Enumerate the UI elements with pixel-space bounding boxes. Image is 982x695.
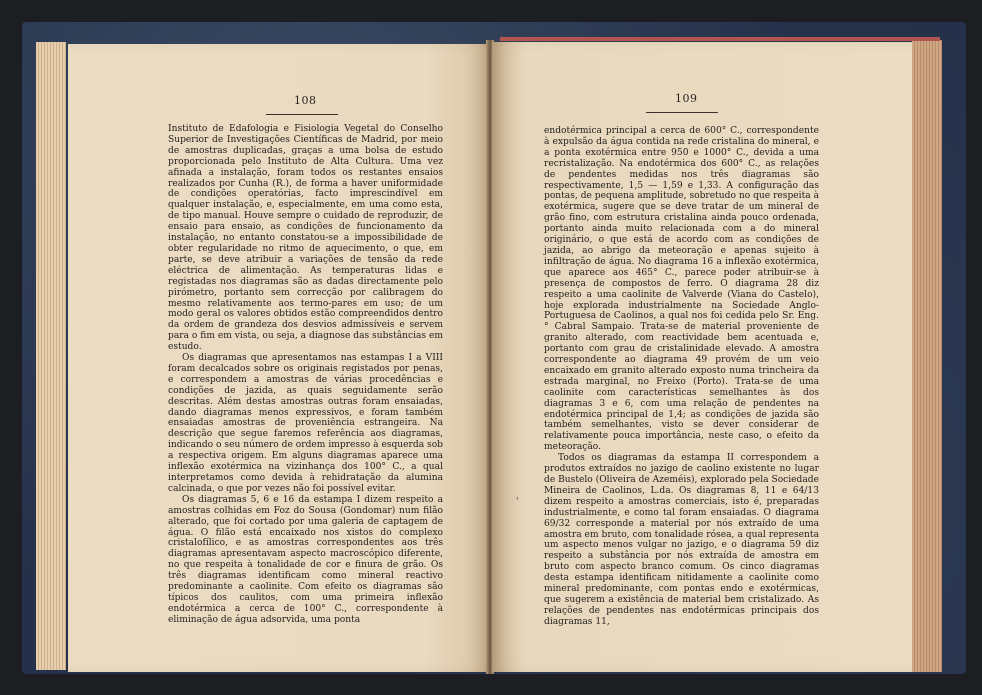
page-number: 108 bbox=[294, 94, 317, 107]
right-page-edges bbox=[912, 40, 942, 672]
red-page-edge bbox=[500, 37, 940, 41]
body-text bbox=[168, 124, 443, 626]
paragraph: Os diagramas que apresentamos nas estampas I a VIII foram decalcados sobre os originais registados por penas, e correspondem a amostras de várias procedências e condições de jazida, as quais seguidamente serão descritas. Além destas amostras outras foram ensaiadas, dando diagramas menos expressivos, e foram também ensaiadas amostras de proveniência estrangeira. Na descrição que segue faremos referência aos diagramas, indicando o seu número de ordem impresso à esquerda sob a respectiva origem. Em alguns diagramas aparece uma inflexão exotérmica na vizinhança dos 100° C., a qual interpretamos como devida à rehidratação da alumina calcinada, o que por vezes não foi possível evitar. bbox=[168, 353, 443, 494]
left-page bbox=[68, 44, 488, 672]
left-page-edges bbox=[36, 42, 66, 670]
paragraph: Instituto de Edafologia e Fisiologia Vegetal do Conselho Superior de Investigações Científicas de Madrid, por meio de amostras duplicadas, graças a uma bolsa de estudo proporcionada pelo Instituto de Alta Cultura. Uma vez afinada a instalação, foram todos os restantes ensaios realizados por Cunha (R.), de forma a haver uniformidade de condições operatórias, facto imprescindível em qualquer instalação, e, especialmente, em uma como esta, de tipo manual. Houve sempre o cuidado de reproduzir, de ensaio para ensaio, as condições de funcionamento da instalação, no entanto constatou-se a impossibilidade de obter regularidade no ritmo de aquecimento, o que, em parte, se deve atribuir a variações de tensão da rede eléctrica de alimentação. As temperaturas lidas e registadas nos diagramas são as dadas directamente pelo pirómetro, portanto sem correcção por calibragem do mesmo relativamente aos termo-pares em uso; de um modo geral os valores obtidos estão compreendidos dentro da ordem de grandeza dos desvios admissíveis e servem para o fim em vista, ou seja, a diagnose das substâncias em estudo. bbox=[168, 124, 443, 353]
body-text bbox=[544, 126, 819, 628]
page-number: 109 bbox=[675, 92, 698, 105]
paragraph: Os diagramas 5, 6 e 16 da estampa I dizem respeito a amostras colhidas em Foz do Sousa (Gondomar) num filão alterado, que foi cortado por uma galeria de captagem de água. O filão está encaixado nos xistos do complexo cristalofílico, e as amostras correspondentes aos três diagramas apresentavam aspecto macroscópico diferente, no que respeita à tonalidade de cor e finura de grão. Os três diagramas identificam como mineral reactivo predominante a caolinite. Com efeito os diagramas são típicos dos caulitos, com uma primeira inflexão endotérmica a cerca de 100° C., correspondente à eliminação de água adsorvida, uma ponta bbox=[168, 494, 443, 625]
paragraph: Todos os diagramas da estampa II correspondem a produtos extraídos no jazigo de caolino existente no lugar de Bustelo (Oliveira de Azeméis), explorado pela Sociedade Mineira de Caolinos, L.da. Os diagramas 8, 11 e 64/13 dizem respeito a amostras comerciais, isto é, preparadas industrialmente, e como tal foram ensaiadas. O diagrama 69/32 corresponde a material por nós extraído de uma amostra em bruto, com tonalidade rósea, a qual representa um aspecto menos vulgar no jazigo, e o diagrama 59 diz respeito a substância por nós extraída de amostra em bruto com aspecto branco comum. Os cinco diagramas desta estampa identificam nitidamente a caolinite como mineral predominante, com pontas endo e exotérmicas, que sugerem a existência de material bem cristalizado. As relações de pendentes nas endotérmicas principais dos diagramas 11, bbox=[544, 453, 819, 627]
paragraph: endotérmica principal a cerca de 600° C., correspondente à expulsão da água contida na rede cristalina do mineral, e a ponta exotérmica entre 950 e 1000° C., devida a uma recristalização. Na endotérmica dos 600° C., as relações de pendentes medidas nos três diagramas são respectivamente, 1,5 — 1,59 e 1,33. A configuração das pontas, de pequena amplitude, sobretudo no que respeita à exotérmica, sugere que se deve tratar de um mineral de grão fino, com estrutura cristalina ainda pouco ordenada, portanto ainda muito relacionada com a do mineral originário, o que está de acordo com as condições de jazida, ao abrigo da meteoração e apenas sujeito à infiltração de água. No diagrama 16 a inflexão exotérmica, que aparece aos 465° C., parece poder atribuir-se à presença de compostos de ferro. O diagrama 28 diz respeito a uma caolinite de Valverde (Viana do Castelo), hoje explorada industrialmente na Sociedade Anglo-Portuguesa de Caolinos, a qual nos foi cedida pelo Sr. Eng.° Cabral Sampaio. Trata-se de material proveniente de granito alterado, com reactividade bem acentuada e, portanto com grau de cristalinidade elevado. A amostra correspondente ao diagrama 49 provém de um veio encaixado em granito alterado exposto numa trincheira da estrada marginal, no Freixo (Porto). Trata-se de uma caolinite com características semelhantes às dos diagramas 3 e 6, com uma relação de pendentes na endotérmica principal de 1,4; as condições de jazida são também semelhantes, visto se dever considerar de relativamente pouca importância, neste caso, o efeito da meteoração. bbox=[544, 126, 819, 453]
stray-mark: ' bbox=[516, 497, 519, 507]
header-rule bbox=[266, 114, 338, 115]
header-rule bbox=[646, 112, 718, 113]
right-page bbox=[492, 42, 912, 672]
